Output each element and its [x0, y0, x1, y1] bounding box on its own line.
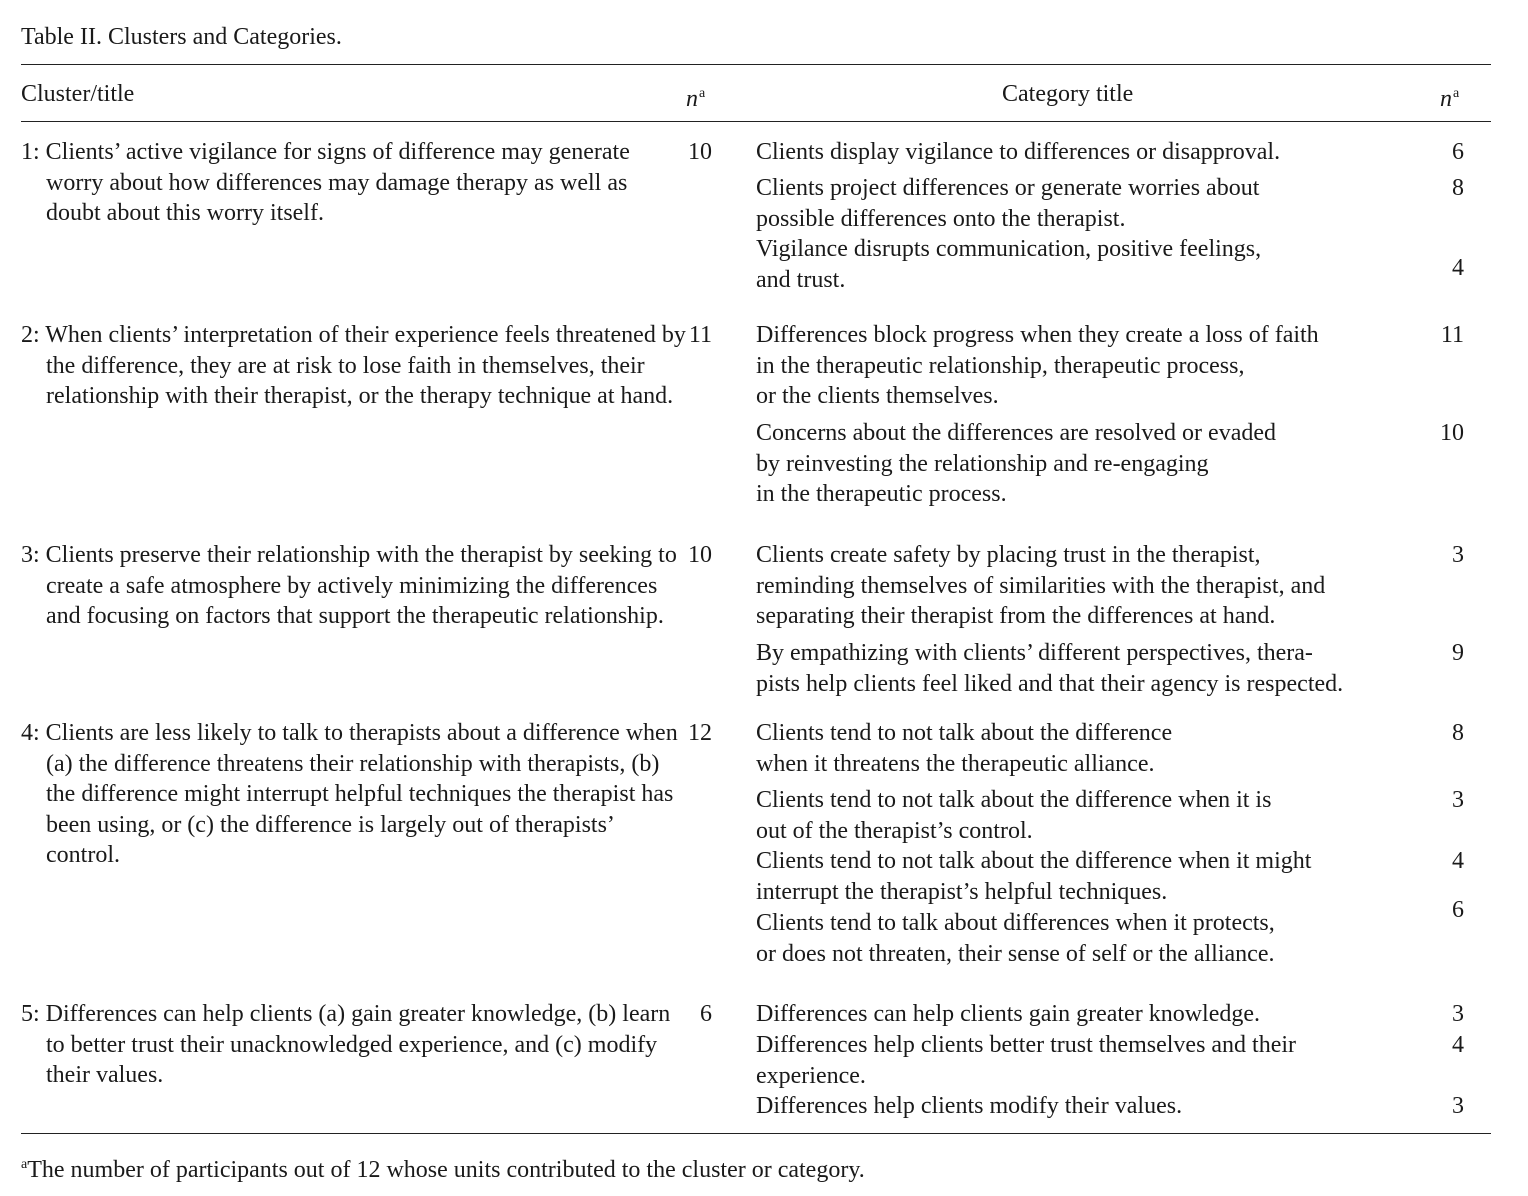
footnote-marker: a: [21, 1157, 28, 1172]
table-caption: Table II. Clusters and Categories.: [21, 24, 342, 50]
category-title: [756, 540, 1325, 632]
category-line: Clients tend to talk about differences when it protects,: [756, 910, 1275, 936]
category-line: interrupt the therapist’s helpful techniques.: [756, 878, 1168, 905]
header-n-label: n: [1440, 86, 1452, 112]
category-title: [756, 418, 1276, 510]
category-line: Vigilance disrupts communication, positive feelings,: [756, 236, 1262, 262]
category-line: in the therapeutic process.: [756, 481, 1007, 508]
category-n: 4: [1452, 848, 1464, 874]
category-line: or does not threaten, their sense of self or the alliance.: [756, 940, 1275, 967]
header-category-n: [1440, 78, 1459, 115]
category-title: [756, 137, 1280, 168]
cluster-title: 3: Clients preserve their relationship with the therapist by seeking to create a safe atmosphere by actively minimizing the differences and focusing on factors that support the therapeutic relationship.: [21, 542, 677, 630]
category-n: 8: [1452, 720, 1464, 746]
category-line: when it threatens the therapeutic alliance.: [756, 750, 1155, 777]
category-line: possible differences onto the therapist.: [756, 205, 1126, 232]
table-footnote: [21, 1150, 865, 1185]
category-line: pists help clients feel liked and that their agency is respected.: [756, 670, 1344, 697]
category-n: 3: [1452, 1001, 1464, 1027]
header-n-superscript: a: [1453, 86, 1460, 101]
category-n: 4: [1452, 1032, 1464, 1058]
category-title: [756, 846, 1311, 907]
header-category-title: Category title: [1002, 81, 1134, 107]
cluster-n: 10: [688, 542, 712, 568]
header-cluster-title: Cluster/title: [21, 81, 135, 107]
category-title: [756, 908, 1275, 969]
header-rule: [21, 121, 1491, 122]
category-line: Clients tend to not talk about the difference: [756, 720, 1173, 746]
category-title: [756, 638, 1343, 699]
category-n: 11: [1440, 322, 1464, 348]
category-line: Differences help clients better trust themselves and their: [756, 1032, 1297, 1058]
category-title: [756, 173, 1259, 234]
category-line: and trust.: [756, 266, 846, 293]
category-line: Clients display vigilance to differences or disapproval.: [756, 139, 1281, 165]
category-line: Clients tend to not talk about the difference when it might: [756, 848, 1312, 874]
category-line: Clients create safety by placing trust in the therapist,: [756, 542, 1261, 568]
bottom-rule: [21, 1133, 1491, 1134]
category-line: Differences block progress when they create a loss of faith: [756, 322, 1319, 348]
category-line: in the therapeutic relationship, therapeutic process,: [756, 352, 1245, 379]
category-title: [756, 718, 1172, 779]
category-title: [756, 1091, 1182, 1122]
category-n: 3: [1452, 1093, 1464, 1119]
category-line: Clients tend to not talk about the difference when it is: [756, 787, 1272, 813]
category-line: By empathizing with clients’ different perspectives, thera-: [756, 640, 1313, 666]
category-n: 9: [1452, 640, 1464, 666]
category-title: [756, 234, 1261, 295]
category-line: Differences help clients modify their values.: [756, 1093, 1183, 1119]
category-n: 3: [1452, 542, 1464, 568]
category-line: Clients project differences or generate worries about: [756, 175, 1260, 201]
category-n: 8: [1452, 175, 1464, 201]
header-cluster-n: [686, 78, 705, 115]
header-n-superscript: a: [699, 86, 706, 101]
category-line: separating their therapist from the differences at hand.: [756, 603, 1276, 630]
top-rule: [21, 64, 1491, 65]
category-line: by reinvesting the relationship and re-engaging: [756, 450, 1209, 477]
category-title: [756, 1030, 1296, 1091]
category-line: experience.: [756, 1062, 866, 1089]
cluster-n: 6: [700, 1001, 712, 1027]
category-title: [756, 785, 1271, 846]
category-n: 6: [1452, 897, 1464, 923]
category-n: 6: [1452, 139, 1464, 165]
category-line: reminding themselves of similarities with the therapist, and: [756, 572, 1326, 599]
footnote-text: The number of participants out of 12 whose units contributed to the cluster or category.: [27, 1157, 865, 1183]
cluster-title: 1: Clients’ active vigilance for signs of difference may generate worry about how differences may damage therapy as well as doubt about this worry itself.: [21, 139, 630, 227]
header-n-label: n: [686, 86, 698, 112]
category-title: [756, 320, 1319, 412]
cluster-title: 4: Clients are less likely to talk to therapists about a difference when (a) the difference threatens their relationship with therapists, (b) the difference might interrupt helpful techniques the therapist has been using, or (c) the difference is largely out of therapists’ control.: [21, 720, 678, 869]
cluster-n: 10: [688, 139, 712, 165]
cluster-title: 5: Differences can help clients (a) gain greater knowledge, (b) learn to better trust their unacknowledged experience, and (c) modify their values.: [21, 1001, 671, 1089]
category-line: out of the therapist’s control.: [756, 817, 1033, 844]
category-line: Differences can help clients gain greater knowledge.: [756, 1001, 1260, 1027]
category-line: Concerns about the differences are resolved or evaded: [756, 420, 1276, 446]
category-n: 10: [1440, 420, 1464, 446]
category-line: or the clients themselves.: [756, 383, 999, 410]
category-title: [756, 999, 1260, 1030]
cluster-n: 12: [688, 720, 712, 746]
cluster-n: 11: [688, 322, 712, 348]
category-n: 3: [1452, 787, 1464, 813]
category-n: 4: [1452, 255, 1464, 281]
cluster-title: 2: When clients’ interpretation of their experience feels threatened by the difference, they are at risk to lose faith in themselves, their relationship with their therapist, or the therapy technique at hand.: [21, 322, 686, 410]
